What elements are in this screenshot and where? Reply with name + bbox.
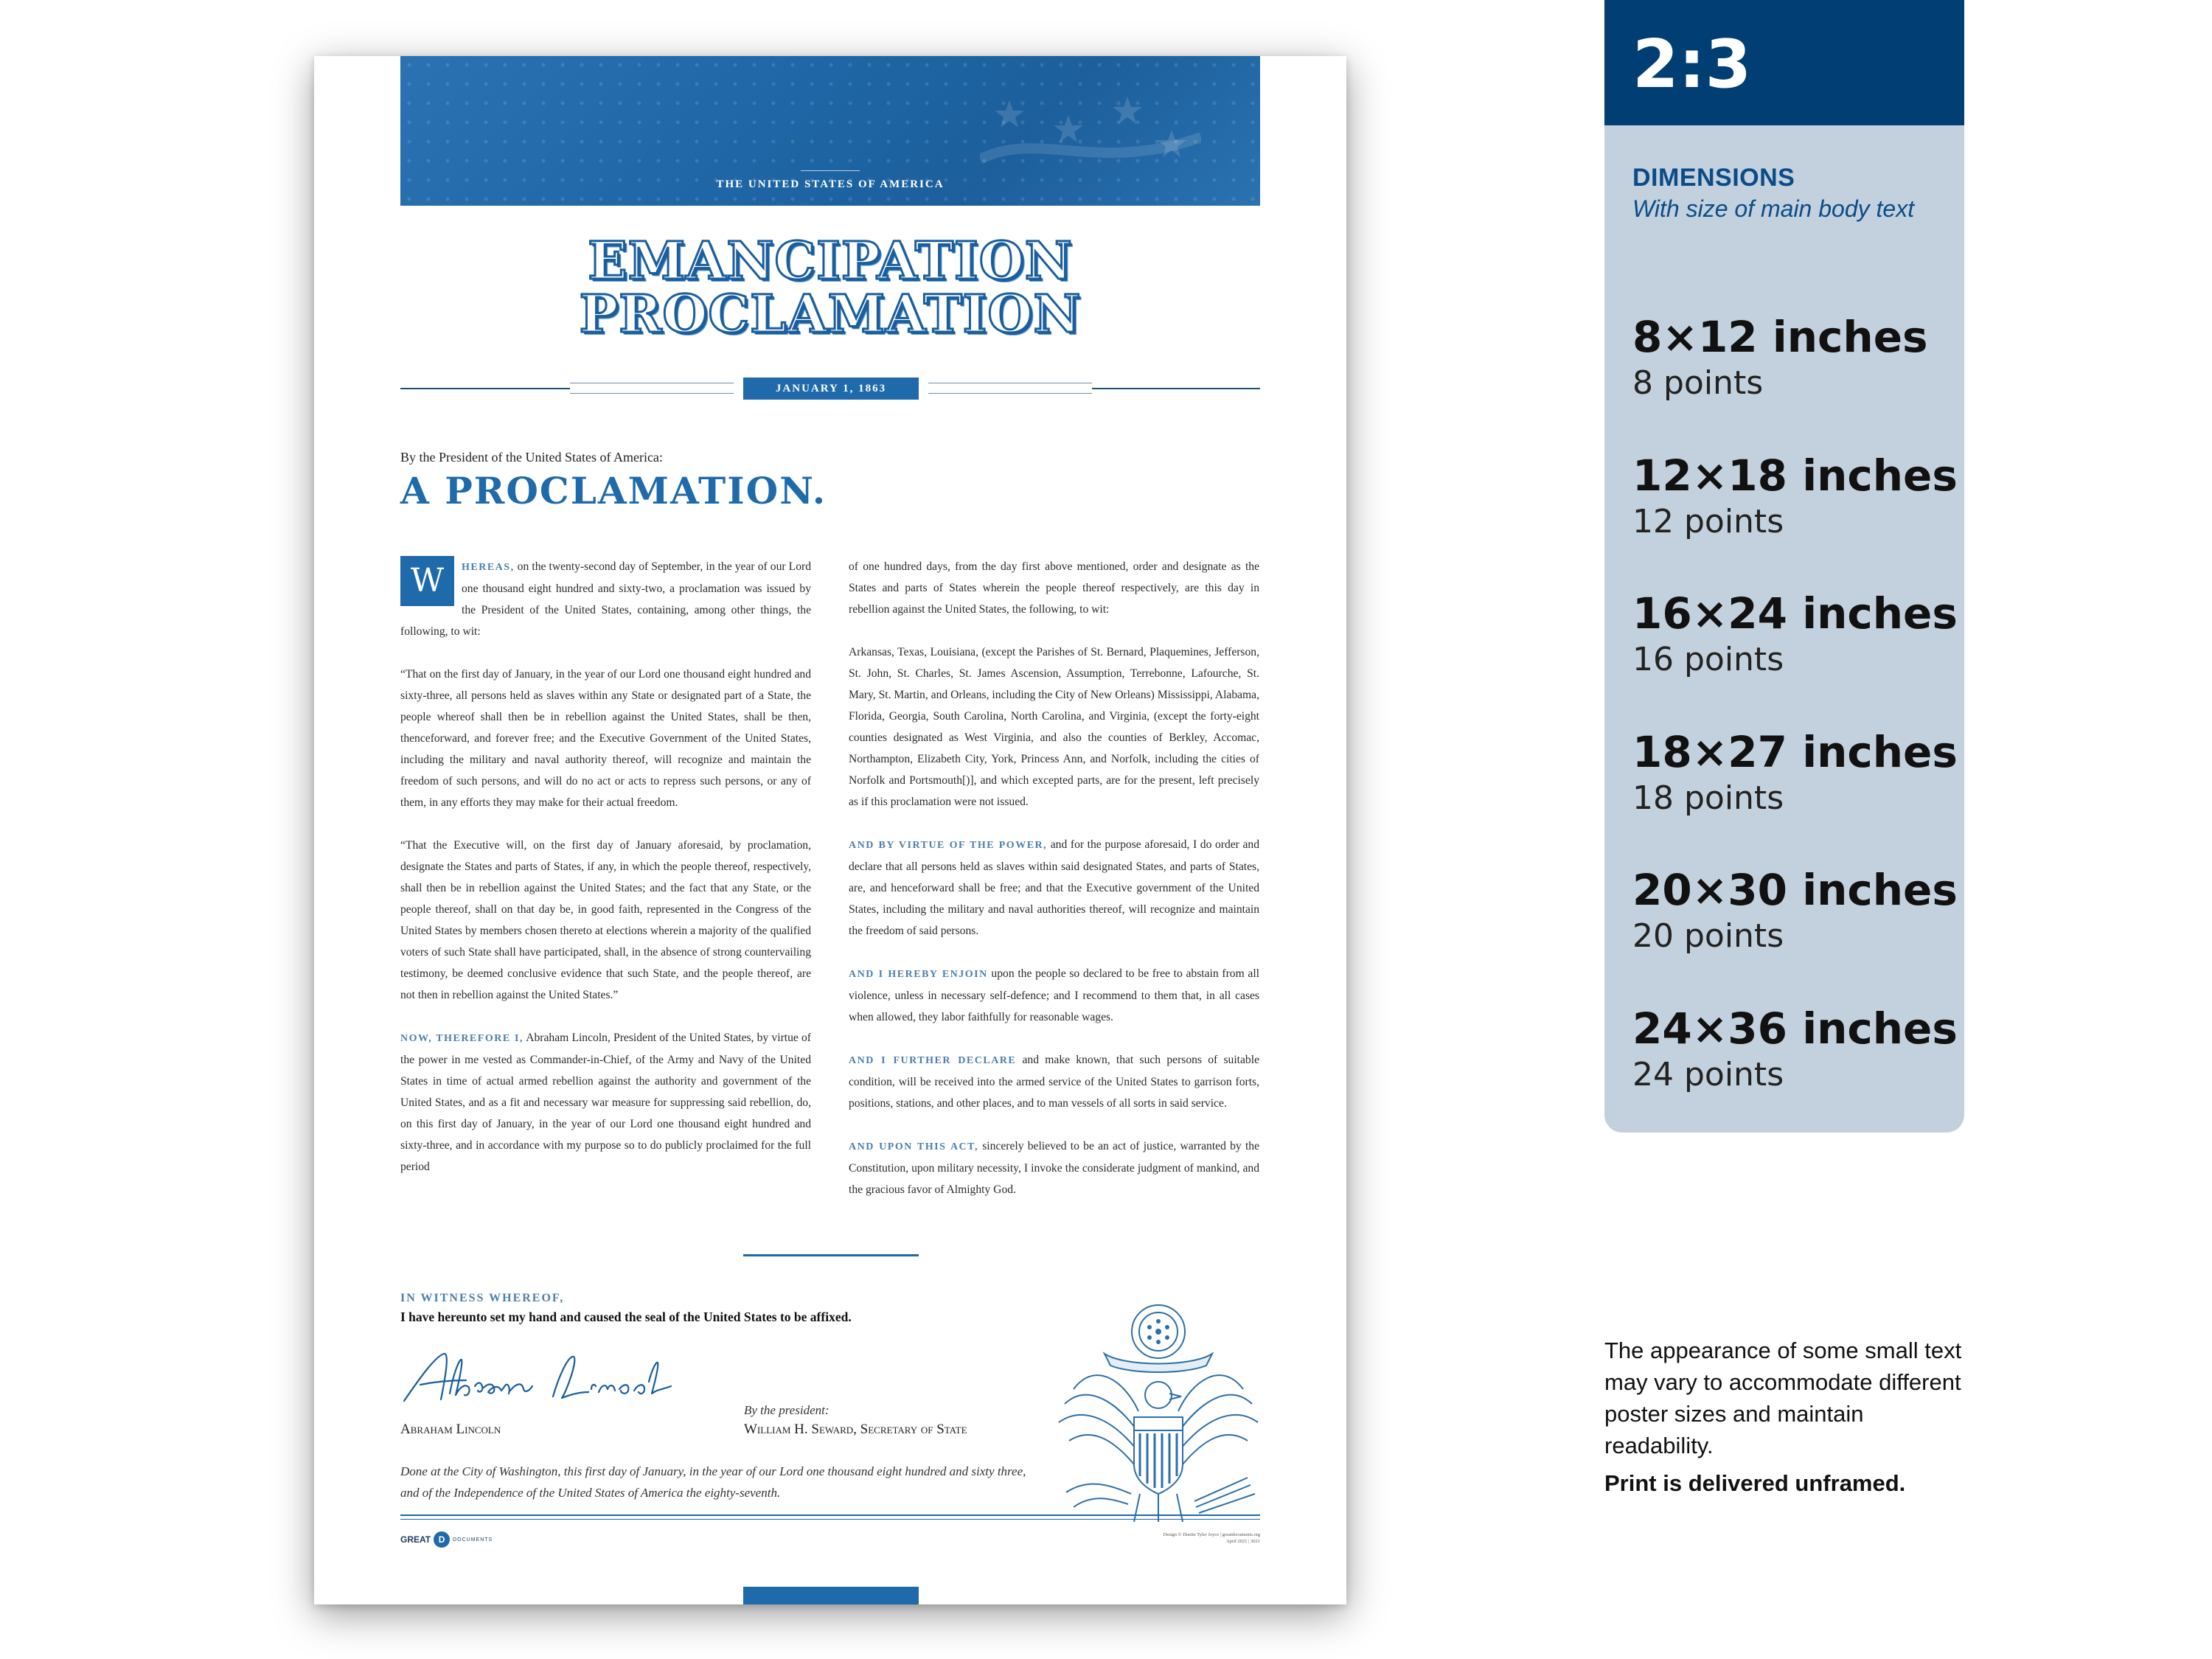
title-line-1: EMANCIPATION xyxy=(588,230,1073,291)
logo-word: GREAT xyxy=(400,1534,431,1545)
design-credit xyxy=(1164,1531,1260,1545)
size-inches: 20×30 inches xyxy=(1632,865,1958,915)
date-rule-right-inner2 xyxy=(928,393,1092,394)
paragraph-text: and for the purpose aforesaid, I do order and declare that all persons held as slaves within said designated States, and parts of States, are, and henceforward shall be free; and that the Executive government of the United States, including the military and naval authorities thereof, will recognize and maintain the freedom of said persons. xyxy=(849,838,1260,937)
poster-title xyxy=(400,230,1260,344)
paragraph-text: and make known, that such persons of suitable condition, will be received into the armed service of the United States to garrison forts, positions, stations, and other places, and to man vessels of all sorts in said service. xyxy=(849,1054,1259,1110)
date-label: JANUARY 1, 1863 xyxy=(743,378,919,400)
by-president-line: By the President of the United States of America: xyxy=(400,450,663,465)
paragraph-lead: AND I HEREBY ENJOIN xyxy=(849,969,988,980)
paragraph xyxy=(849,963,1259,1028)
paragraph xyxy=(400,556,811,642)
logo-mark-icon: D xyxy=(434,1531,450,1548)
size-points: 24 points xyxy=(1632,1056,1784,1093)
paragraph xyxy=(849,834,1259,942)
paragraph-text: Abraham Lincoln, President of the United States, by virtue of the power in me vested as Commander-in-Chief, of the Army and Navy of the United States in time of actual armed rebellion against the authority and government of the United States, and as a fit and necessary war measure for suppressing said rebellion, do, on this first day of January, in the year of our Lord one thousand eight hundred and sixty-three, and in accordance with my purpose so to do publicly proclaimed for the full period xyxy=(400,1032,811,1173)
ratio-header xyxy=(1604,0,1964,125)
witness-text: I have hereunto set my hand and caused the seal of the United States to be affixed. xyxy=(400,1310,852,1324)
size-option xyxy=(1632,1003,1958,1096)
poster-preview xyxy=(314,56,1346,1604)
body-column-left xyxy=(400,556,811,1199)
aspect-ratio: 2:3 xyxy=(1632,26,1752,103)
size-points: 16 points xyxy=(1632,641,1784,678)
footer-rule xyxy=(400,1514,1260,1516)
credit-line: Design © Dustin Tyler Joyce | greatdocuments.org xyxy=(1163,1532,1260,1537)
size-option xyxy=(1632,726,1958,819)
size-option xyxy=(1632,864,1958,957)
size-option xyxy=(1632,311,1928,404)
great-documents-logo xyxy=(400,1531,493,1548)
banner-heading: THE UNITED STATES OF AMERICA xyxy=(716,178,945,190)
paragraph: “That the Executive will, on the first day of January aforesaid, by proclamation, designate the States and parts of States, if any, in which the people thereof, respectively, shall then be in rebellion against the United States; and the fact that any State, or the people thereof, shall on that day be, in good faith, represented in the Congress of the United States by members chosen thereto at elections wherein a majority of the qualified voters of such State shall have participated, shall, in the absence of strong countervailing testimony, be deemed conclusive evidence that such State, and the people thereof, are not then in rebellion against the United States.” xyxy=(400,839,811,1001)
seward-signature-line: William H. Seward, Secretary of State xyxy=(744,1422,967,1437)
date-rule-left-inner2 xyxy=(570,393,734,394)
logo-subword: DOCUMENTS xyxy=(453,1537,493,1543)
credit-line: April 2021 | 3021 xyxy=(1226,1539,1260,1544)
lincoln-signature xyxy=(398,1348,678,1419)
paragraph-text: sincerely believed to be an act of justice, warranted by the Constitution, upon military necessity, I invoke the considerate judgment of mankind, and the gracious favor of Almighty God. xyxy=(849,1140,1259,1196)
size-points: 8 points xyxy=(1632,364,1764,402)
dimensions-subtitle: With size of main body text xyxy=(1632,195,1915,222)
witness-label: IN WITNESS WHEREOF, xyxy=(400,1292,565,1304)
unframed-note: Print is delivered unframed. xyxy=(1604,1470,1906,1496)
stars-decoration xyxy=(980,86,1201,174)
paragraph-lead: AND I FURTHER DECLARE xyxy=(849,1055,1017,1066)
size-option xyxy=(1632,588,1958,681)
paragraph xyxy=(849,1049,1259,1114)
flag-banner xyxy=(400,56,1260,206)
dimensions-panel xyxy=(1604,0,1964,1133)
size-points: 12 points xyxy=(1632,503,1784,540)
size-inches: 24×36 inches xyxy=(1632,1004,1958,1054)
section-divider xyxy=(743,1254,919,1256)
bottom-tab xyxy=(743,1587,919,1604)
title-line-2: PROCLAMATION xyxy=(579,283,1082,344)
date-rule-left xyxy=(400,388,570,389)
body-column-right xyxy=(849,556,1259,1222)
paragraph-lead: AND BY VIRTUE OF THE POWER, xyxy=(849,840,1048,851)
size-points: 18 points xyxy=(1632,779,1784,817)
paragraph xyxy=(849,1135,1259,1200)
paragraph: Arkansas, Texas, Louisiana, (except the Parishes of St. Bernard, Plaquemines, Jefferson, St. John, St. Charles, St. James Ascension, Assumption, Terrebonne, Lafourche, St. Mary, St. Martin, and Orleans, including the City of New Orleans) Mississippi, Alabama, Florida, Georgia, South Carolina, North Carolina, and Virginia, (except the forty-eight counties designated as West Virginia, and also the counties of Berkley, Accomac, Northampton, Elizabeth City, York, Princess Ann, and Norfolk, including the cities of Norfolk and Portsmouth[)], and which excepted parts, are for the present, left precisely as if this proclamation were not issued. xyxy=(849,646,1259,808)
size-points: 20 points xyxy=(1632,917,1784,955)
banner-rule xyxy=(801,170,860,171)
size-inches: 12×18 inches xyxy=(1632,451,1958,501)
size-inches: 18×27 inches xyxy=(1632,727,1958,777)
date-rule-right xyxy=(1092,388,1260,389)
paragraph-lead: NOW, THEREFORE I, xyxy=(400,1033,524,1044)
proclamation-heading: A PROCLAMATION. xyxy=(400,469,827,512)
paragraph-text: on the twenty-second day of September, in the year of our Lord one thousand eight hundred and sixty-two, a proclamation was issued by the President of the United States, containing, among other things, the following, to wit: xyxy=(400,560,811,638)
paragraph: “That on the first day of January, in the year of our Lord one thousand eight hundred and sixty-three, all persons held as slaves within any State or designated part of a State, the people whereof shall then be in rebellion against the United States, shall be then, thenceforward, and forever free; and the Executive Government of the United States, including the military and naval authority thereof, will recognize and maintain the freedom of such persons, and will do no act or acts to repress such persons, or any of them, in any efforts they may make for their actual freedom. xyxy=(400,668,811,809)
paragraph-lead: HEREAS, xyxy=(462,562,515,573)
dimensions-label: DIMENSIONS xyxy=(1632,164,1795,192)
size-option xyxy=(1632,450,1958,543)
done-at-text: Done at the City of Washington, this first day of January, in the year of our Lord one thousand eight hundred and sixty three, and of the Independence of the United States of America the eighty-seventh. xyxy=(400,1464,1026,1500)
paragraph-text: upon the people so declared to be free to abstain from all violence, unless in necessary self-defence; and I recommend to them that, in all cases when allowed, they labor faithfully for reasonable wages. xyxy=(849,967,1259,1023)
drop-cap: W xyxy=(400,556,454,606)
signature-name: Abraham Lincoln xyxy=(400,1422,501,1437)
size-inches: 8×12 inches xyxy=(1632,312,1928,362)
footer-rule-thin xyxy=(400,1519,1260,1520)
readability-note: The appearance of some small text may vary to accommodate different poster sizes and maintain readability. xyxy=(1604,1338,1962,1458)
paragraph-lead: AND UPON THIS ACT, xyxy=(849,1141,978,1152)
paragraph xyxy=(400,1027,811,1178)
paragraph: of one hundred days, from the day first above mentioned, order and designate as the States and parts of States wherein the people thereof respectively, are this day in rebellion against the United States, the following, to wit: xyxy=(849,560,1259,616)
great-seal-icon xyxy=(1051,1301,1265,1528)
size-inches: 16×24 inches xyxy=(1632,588,1958,639)
by-the-president-label: By the president: xyxy=(744,1403,830,1417)
